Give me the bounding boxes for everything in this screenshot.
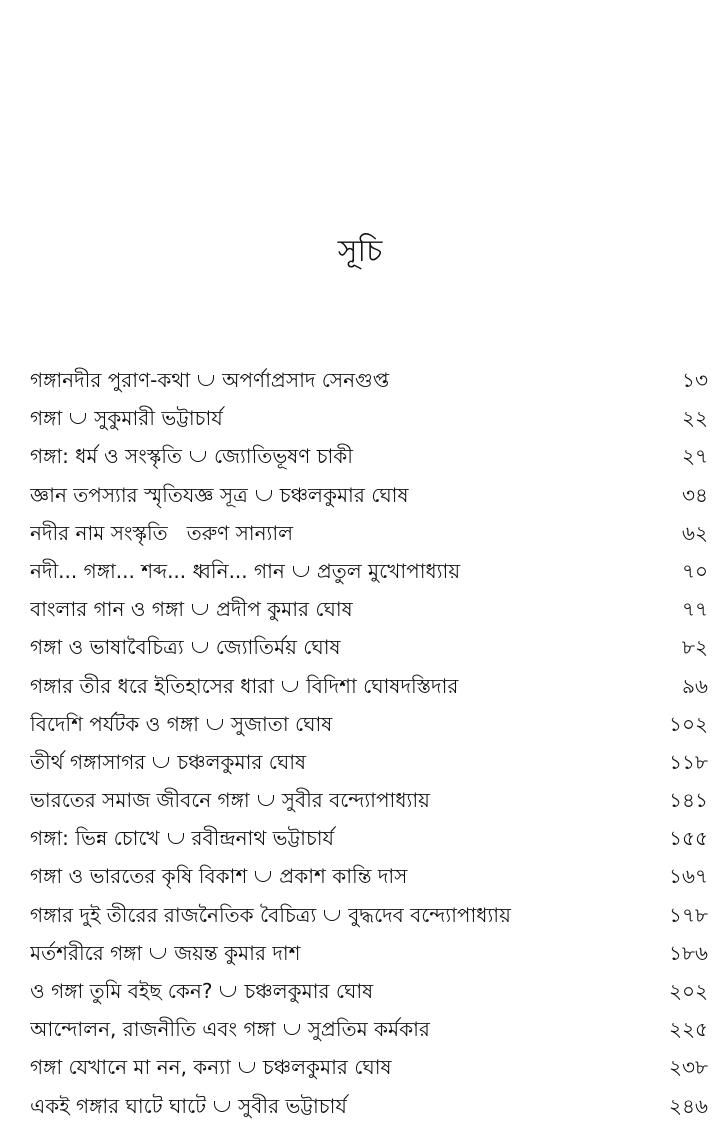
circle-separator-icon bbox=[150, 948, 166, 959]
entry-page-number: ২০২ bbox=[668, 979, 708, 1003]
circle-separator-icon bbox=[198, 375, 214, 386]
entry-page-number: ১৪১ bbox=[669, 788, 708, 813]
entry-title: নদী... গঙ্গা... শব্দ... ধ্বনি... গান bbox=[30, 558, 285, 583]
entry-title: গঙ্গা: ধর্ম ও সংস্কৃতি bbox=[30, 444, 182, 469]
entry-author: সুকুমারী ভট্টাচার্য bbox=[94, 406, 223, 431]
entry-page-number: ২৪৬ bbox=[669, 1093, 708, 1118]
toc-entry bbox=[30, 939, 708, 977]
page-title: সূচি bbox=[337, 234, 383, 269]
entry-title: ও গঙ্গা তুমি বইছ কেন? bbox=[30, 979, 213, 1003]
entry-text bbox=[30, 672, 674, 705]
circle-separator-icon bbox=[256, 490, 272, 501]
toc-entry bbox=[30, 481, 708, 519]
toc-entry bbox=[30, 1092, 708, 1130]
toc-entry bbox=[30, 862, 708, 900]
entry-text bbox=[30, 519, 674, 552]
circle-separator-icon bbox=[192, 604, 208, 615]
entry-text bbox=[30, 1053, 661, 1086]
entry-title: গঙ্গা ও ভাষাবৈচিত্র্য bbox=[30, 635, 184, 660]
entry-page-number: ১৫৫ bbox=[669, 826, 708, 851]
toc-entry bbox=[30, 1053, 708, 1091]
entry-text bbox=[30, 786, 661, 819]
toc-entry bbox=[30, 824, 708, 862]
toc-entry bbox=[30, 404, 708, 442]
entry-text bbox=[30, 366, 674, 399]
entry-page-number: ২২৫ bbox=[669, 1017, 708, 1042]
entry-page-number: ১০২ bbox=[669, 711, 708, 736]
entry-page-number: ১১৮ bbox=[669, 749, 708, 774]
entry-text bbox=[30, 1092, 661, 1125]
entry-text bbox=[30, 1015, 661, 1048]
entry-text bbox=[30, 862, 661, 895]
entry-title: আন্দোলন, রাজনীতি এবং গঙ্গা bbox=[30, 1017, 276, 1042]
entry-text bbox=[30, 901, 661, 934]
circle-separator-icon bbox=[153, 757, 169, 768]
entry-title: তীর্থ গঙ্গাসাগর bbox=[30, 749, 146, 774]
circle-separator-icon bbox=[255, 871, 271, 882]
entry-title: গঙ্গার তীর ধরে ইতিহাসের ধারা bbox=[30, 673, 275, 698]
entry-author: বুদ্ধদেব বন্দ্যোপাধ্যায় bbox=[348, 902, 511, 927]
entry-title: নদীর নাম সংস্কৃতি bbox=[30, 520, 168, 545]
entry-title: গঙ্গা ও ভারতের কৃষি বিকাশ bbox=[30, 864, 248, 889]
circle-separator-icon bbox=[214, 1101, 230, 1112]
circle-separator-icon bbox=[239, 1062, 255, 1073]
entry-author: জয়ন্ত কুমার দাশ bbox=[174, 940, 301, 965]
entry-author: সুজাতা ঘোষ bbox=[230, 711, 333, 736]
entry-page-number: ১৬৭ bbox=[669, 864, 708, 889]
entry-page-number: ৬২ bbox=[681, 520, 708, 545]
circle-separator-icon bbox=[207, 719, 223, 730]
entry-author: বিদিশা ঘোষদস্তিদার bbox=[306, 673, 459, 698]
entry-page-number: ২২ bbox=[681, 406, 708, 431]
circle-separator-icon bbox=[70, 413, 86, 424]
circle-separator-icon bbox=[192, 642, 208, 653]
entry-page-number: ৩৪ bbox=[682, 482, 708, 507]
entry-author: সুপ্রতিম কর্মকার bbox=[307, 1017, 430, 1042]
entry-author: তরুণ সান্যাল bbox=[186, 520, 294, 545]
toc-entry bbox=[30, 442, 708, 480]
toc-entry bbox=[30, 633, 708, 671]
entry-author: সুবীর বন্দ্যোপাধ্যায় bbox=[281, 788, 430, 813]
entry-author: প্রদীপ কুমার ঘোষ bbox=[216, 597, 353, 622]
toc-entry bbox=[30, 366, 708, 404]
entry-author: অপর্ণাপ্রসাদ সেনগুপ্ত bbox=[222, 368, 390, 392]
circle-separator-icon bbox=[190, 451, 206, 462]
entry-title: মর্তশরীরে গঙ্গা bbox=[30, 940, 143, 965]
entry-author: চঞ্চলকুমার ঘোষ bbox=[244, 979, 374, 1003]
entry-title: গঙ্গা: ভিন্ন চোখে bbox=[30, 826, 160, 851]
toc-entry bbox=[30, 595, 708, 633]
entry-author: জ্যোতিভূষণ চাকী bbox=[213, 444, 354, 469]
circle-separator-icon bbox=[284, 1024, 300, 1035]
entry-page-number: ২৩৮ bbox=[669, 1055, 708, 1080]
entry-page-number: ১৮৬ bbox=[669, 940, 708, 965]
entry-author: প্রকাশ কান্তি দাস bbox=[279, 864, 408, 889]
entry-text bbox=[30, 442, 674, 475]
entry-author: জ্যোতির্ময় ঘোষ bbox=[215, 635, 341, 660]
entry-author: সুবীর ভট্টাচার্য bbox=[238, 1093, 347, 1118]
entry-text bbox=[30, 939, 661, 972]
entry-author: রবীন্দ্রনাথ ভট্টাচার্য bbox=[191, 826, 335, 851]
entry-text bbox=[30, 748, 661, 781]
entry-title: জ্ঞান তপস্যার স্মৃতিযজ্ঞ সূত্র bbox=[30, 482, 248, 507]
entry-author: চঞ্চলকুমার ঘোষ bbox=[279, 482, 409, 507]
entry-text bbox=[30, 557, 674, 590]
entry-page-number: ১৭৮ bbox=[669, 902, 708, 927]
entry-page-number: ২৭ bbox=[681, 444, 708, 469]
entry-title: একই গঙ্গার ঘাটে ঘাটে bbox=[30, 1093, 207, 1118]
toc-entry bbox=[30, 519, 708, 557]
entry-text bbox=[30, 481, 674, 514]
circle-separator-icon bbox=[258, 795, 274, 806]
entry-text bbox=[30, 595, 674, 628]
entry-text bbox=[30, 710, 661, 743]
toc-entry bbox=[30, 977, 708, 1015]
toc-entry bbox=[30, 710, 708, 748]
entry-page-number: ৭০ bbox=[681, 558, 708, 583]
entry-page-number: ৭৭ bbox=[681, 597, 708, 622]
circle-separator-icon bbox=[168, 833, 184, 844]
entry-title: বিদেশি পর্যটক ও গঙ্গা bbox=[30, 711, 199, 736]
toc-entry bbox=[30, 1015, 708, 1053]
entry-text bbox=[30, 824, 661, 857]
entry-title: বাংলার গান ও গঙ্গা bbox=[30, 597, 185, 622]
toc-entry bbox=[30, 748, 708, 786]
entry-author: চঞ্চলকুমার ঘোষ bbox=[177, 749, 307, 774]
circle-separator-icon bbox=[324, 910, 340, 921]
entry-page-number: ১৩ bbox=[682, 368, 708, 392]
circle-separator-icon bbox=[282, 681, 298, 692]
toc-entry bbox=[30, 557, 708, 595]
entry-title: গঙ্গা bbox=[30, 406, 63, 431]
toc-entry bbox=[30, 786, 708, 824]
entry-text bbox=[30, 404, 674, 437]
table-of-contents bbox=[30, 366, 708, 1130]
entry-title: গঙ্গা যেখানে মা নন, কন্যা bbox=[30, 1055, 231, 1080]
entry-page-number: ৯৬ bbox=[682, 673, 708, 698]
entry-page-number: ৮২ bbox=[682, 635, 708, 660]
entry-title: ভারতের সমাজ জীবনে গঙ্গা bbox=[30, 788, 250, 813]
entry-author: প্রতুল মুখোপাধ্যায় bbox=[316, 558, 461, 583]
toc-entry bbox=[30, 901, 708, 939]
entry-text bbox=[30, 977, 661, 1010]
toc-entry bbox=[30, 672, 708, 710]
entry-text bbox=[30, 633, 674, 666]
circle-separator-icon bbox=[220, 986, 236, 997]
entry-title: গঙ্গার দুই তীরের রাজনৈতিক বৈচিত্র্য bbox=[30, 902, 317, 927]
entry-author: চঞ্চলকুমার ঘোষ bbox=[262, 1055, 392, 1080]
circle-separator-icon bbox=[293, 566, 309, 577]
entry-title: গঙ্গানদীর পুরাণ-কথা bbox=[30, 368, 191, 392]
